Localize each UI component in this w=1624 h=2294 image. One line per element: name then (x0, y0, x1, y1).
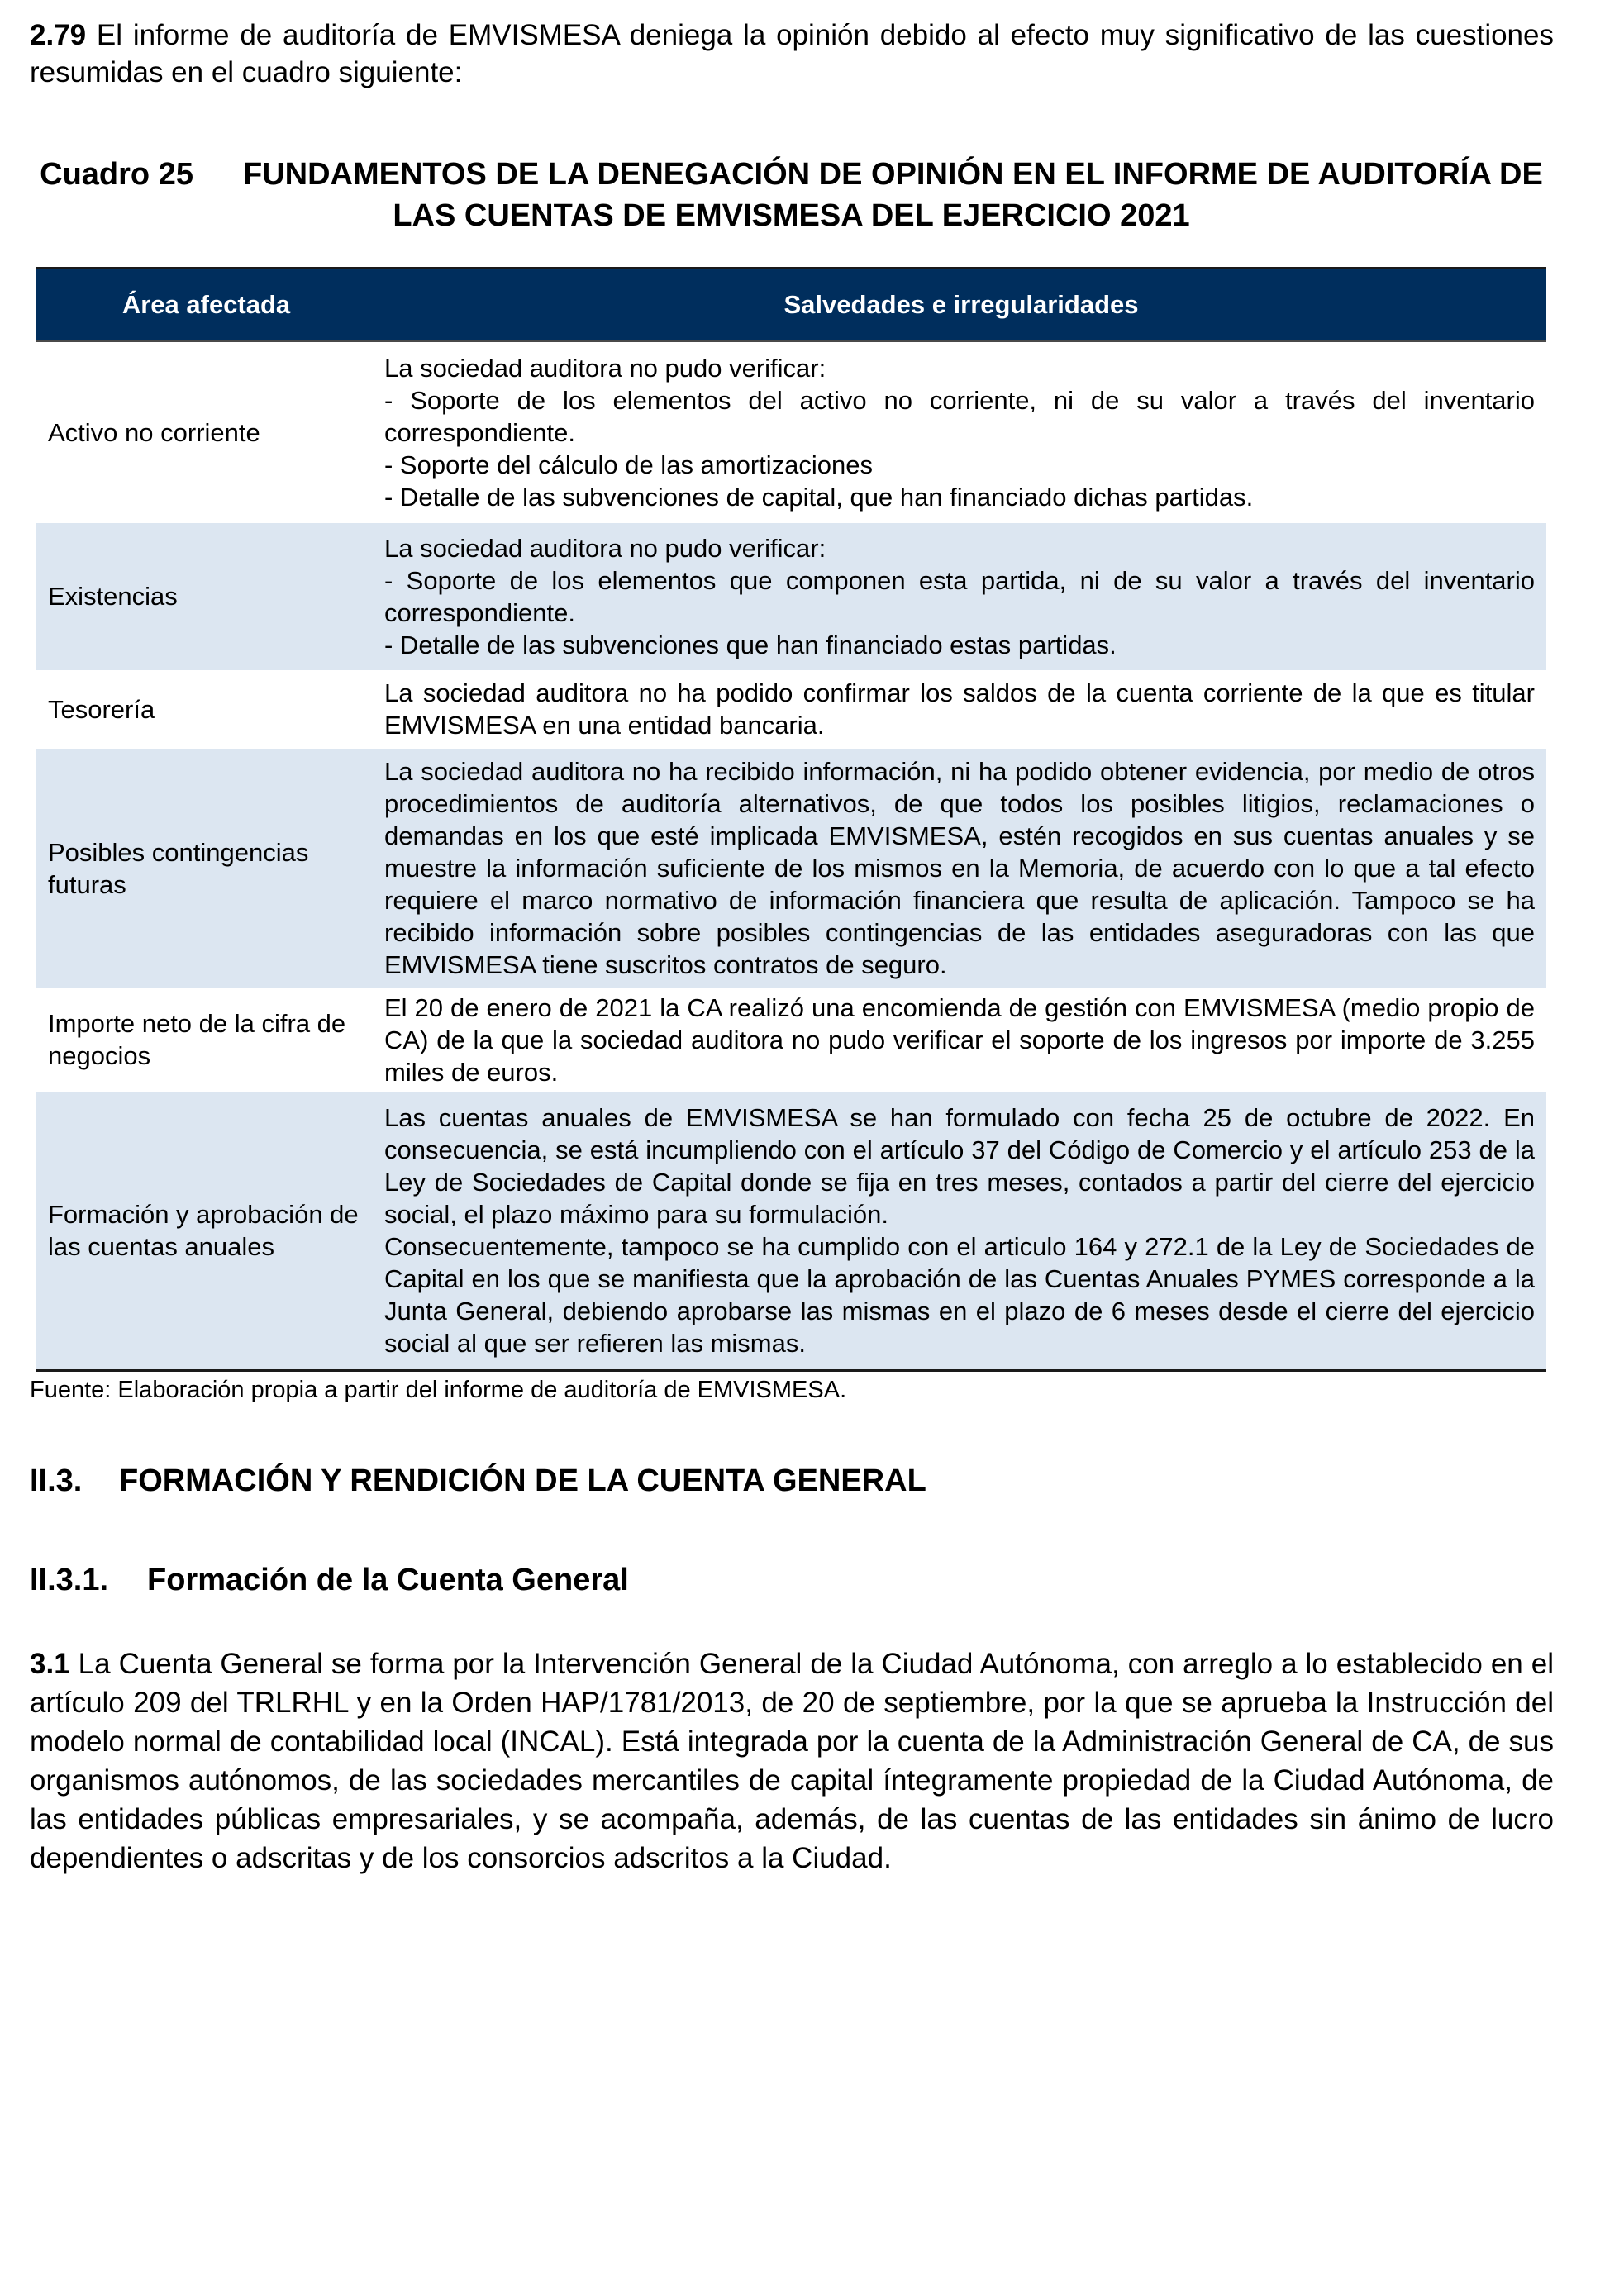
table-row (36, 988, 1546, 1092)
findings-cell (376, 988, 1546, 1092)
area-cell: Existencias (36, 523, 376, 670)
finding-line: Las cuentas anuales de EMVISMESA se han formulado con fecha 25 de octubre de 2022. En consecuencia, se está incumpliendo con el artículo 37 del Código de Comercio y el artículo 253 de la Ley de Sociedades de Capital donde se fija en tres meses, contados a partir del cierre del ejercicio social, el plazo máximo para su formulación. (384, 1102, 1535, 1229)
section-heading (30, 1461, 926, 1501)
findings-cell (376, 749, 1546, 988)
finding-line: - Detalle de las subvenciones de capital, que han financiado dichas partidas. (384, 482, 1254, 512)
area-cell: Importe neto de la cifra de negocios (48, 1009, 346, 1070)
paragraph-number: 3.1 (30, 1648, 70, 1680)
area-cell: Activo no corriente (48, 417, 260, 447)
findings-cell (376, 670, 1546, 749)
source-note: Fuente: Elaboración propia a partir del informe de auditoría de EMVISMESA. (30, 1377, 847, 1403)
finding-line: Consecuentemente, tampoco se ha cumplido con el articulo 164 y 272.1 de la Ley de Sociedades de Capital en los que se manifiesta que la aprobación de las Cuentas Anuales PYMES corresponde a la Junta General, debiendo aprobarse las mismas en el plazo de 6 meses desde el cierre del ejercicio social al que ser refieren las mismas. (384, 1231, 1535, 1358)
header-area: Área afectada (36, 269, 376, 341)
table-header-row (36, 269, 1546, 341)
finding-line: La sociedad auditora no ha podido confirmar los saldos de la cuenta corriente de la que es titular EMVISMESA en una entidad bancaria. (384, 678, 1535, 740)
table-row (36, 749, 1546, 988)
table-row (36, 670, 1546, 749)
paragraph-3-1 (30, 1644, 1554, 1878)
table-row (36, 341, 1546, 523)
findings-cell (376, 341, 1546, 523)
header-findings: Salvedades e irregularidades (376, 269, 1546, 341)
table-title-text: FUNDAMENTOS DE LA DENEGACIÓN DE OPINIÓN EN EL INFORME DE AUDITORÍA DE LAS CUENTAS DE EMVISMESA DEL EJERCICIO 2021 (242, 157, 1543, 233)
subsection-heading (30, 1560, 629, 1600)
findings-cell (376, 1092, 1546, 1371)
finding-line: - Detalle de las subvenciones que han financiado estas partidas. (384, 630, 1117, 659)
finding-line: - Soporte de los elementos del activo no corriente, ni de su valor a través del inventario correspondiente. (384, 385, 1535, 447)
finding-line: - Soporte de los elementos que componen esta partida, ni de su valor a través del inventario correspondiente. (384, 565, 1535, 627)
area-cell: Tesorería (48, 694, 155, 724)
area-cell: Formación y aprobación de las cuentas anuales (36, 1092, 376, 1371)
table-title (36, 154, 1546, 236)
subsection-number: II.3.1. (30, 1563, 109, 1597)
paragraph-text: El informe de auditoría de EMVISMESA deniega la opinión debido al efecto muy significativo de las cuestiones resumidas en el cuadro siguiente: (30, 19, 1554, 88)
audit-findings-table (36, 267, 1546, 1372)
intro-paragraph (30, 17, 1554, 91)
table-row (36, 1092, 1546, 1371)
finding-line: La sociedad auditora no ha recibido información, ni ha podido obtener evidencia, por medio de otros procedimientos de auditoría alternativos, de que todos los posibles litigios, reclamaciones o demandas en los que esté implicada EMVISMESA, estén recogidos en sus cuentas anuales y se muestre la información suficiente de los mismos en la Memoria, de acuerdo con lo que a tal efecto requiere el marco normativo de información financiera que resulta de aplicación. Tampoco se ha recibido información sobre posibles contingencias de las entidades aseguradoras con las que EMVISMESA tiene suscritos contratos de seguro. (384, 757, 1535, 979)
table-row (36, 523, 1546, 670)
section-number: II.3. (30, 1463, 83, 1498)
table-number: Cuadro 25 (40, 157, 193, 192)
paragraph-number: 2.79 (30, 19, 87, 51)
area-cell: Posibles contingencias futuras (36, 749, 376, 988)
section-title: FORMACIÓN Y RENDICIÓN DE LA CUENTA GENERAL (119, 1463, 926, 1498)
finding-line: - Soporte del cálculo de las amortizaciones (384, 450, 874, 479)
finding-line: El 20 de enero de 2021 la CA realizó una encomienda de gestión con EMVISMESA (medio propio de CA) de la que la sociedad auditora no pudo verificar el soporte de los ingresos por importe de 3.255 miles de euros. (384, 992, 1535, 1087)
subsection-title: Formación de la Cuenta General (147, 1563, 629, 1597)
finding-line: La sociedad auditora no pudo verificar: (384, 533, 826, 563)
findings-cell (376, 523, 1546, 670)
finding-line: La sociedad auditora no pudo verificar: (384, 353, 826, 383)
paragraph-text: La Cuenta General se forma por la Intervención General de la Ciudad Autónoma, con arreglo a lo establecido en el artículo 209 del TRLRHL y en la Orden HAP/1781/2013, de 20 de septiembre, por la que se aprueba la Instrucción del modelo normal de contabilidad local (INCAL). Está integrada por la cuenta de la Administración General de CA, de sus organismos autónomos, de las sociedades mercantiles de capital íntegramente propiedad de la Ciudad Autónoma, de las entidades públicas empresariales, y se acompaña, además, de las cuentas de las entidades sin ánimo de lucro dependientes o adscritas y de los consorcios adscritos a la Ciudad. (30, 1648, 1554, 1874)
